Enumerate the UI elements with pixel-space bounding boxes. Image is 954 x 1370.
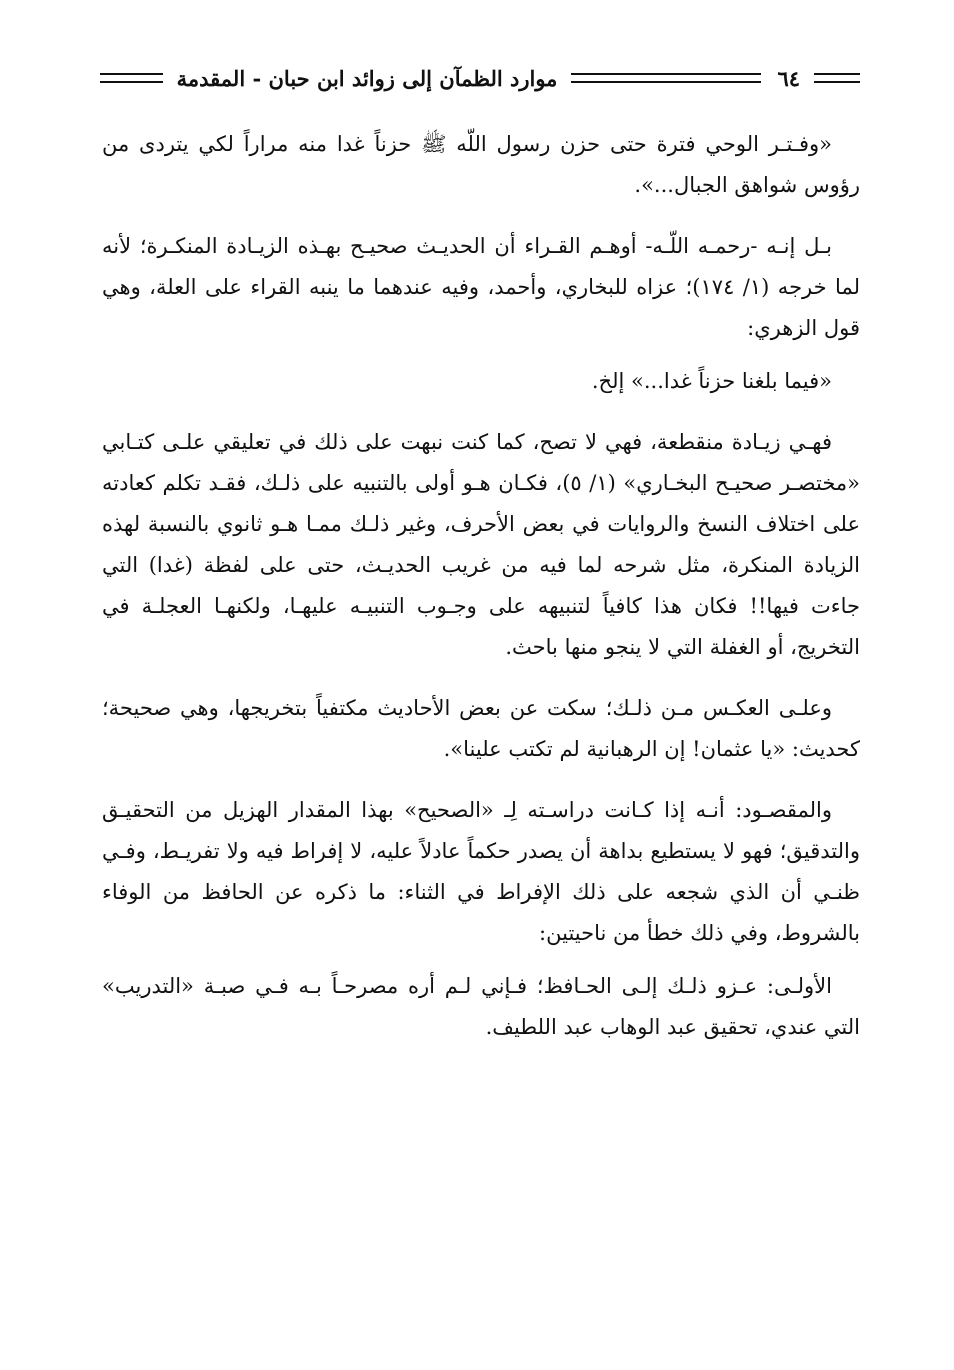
page-header bbox=[100, 60, 860, 96]
header-rule-left bbox=[100, 73, 163, 83]
paragraph-first-point: الأولـى: عـزو ذلـك إلـى الحـافظ؛ فـإني لـم أره مصرحـاً بـه فـي صبـة «التدريب» التي عندي، تحقيق عبد الوهاب عبد اللطيف. bbox=[102, 974, 860, 1039]
paragraph-misleading-readers: بـل إنـه -رحمـه اللّـه- أوهـم القـراء أن الحديـث صحيـح بهـذه الزيـادة المنكـرة؛ لأنه لما خرجه (١/ ١٧٤)؛ عزاه للبخاري، وأحمد، وفيه عندهما ما ينبه القراء على العلة، وهي قول الزهري: bbox=[102, 234, 860, 340]
paragraph-contrary-case: وعلـى العكـس مـن ذلـك؛ سكت عن بعض الأحاديث مكتفياً بتخريجها، وهي صحيحة؛ كحديث: «يا عثمان! إن الرهبانية لم تكتب علينا». bbox=[102, 696, 860, 761]
paragraph-purpose: والمقصـود: أنـه إذا كـانت دراسـته لِـ «الصحيح» بهذا المقدار الهزيل من التحقيـق والتدقيق؛ فهو لا يستطيع بداهة أن يصدر حكماً عادلاً عليه، لا إفراط فيه ولا تفريـط، وفـي ظنـي أن الذي شجعه على ذلك الإفراط في الثناء: ما ذكره عن الحافظ من الوفاء بالشروط، وفي ذلك خطأ من ناحيتين: bbox=[102, 798, 860, 945]
paragraph-quote-revelation: «وفـتـر الوحي فترة حتى حزن رسول اللّه ﷺ حزناً غدا منه مراراً لكي يتردى من رؤوس شواهق الجبال...». bbox=[102, 132, 860, 197]
paragraph-interrupted-addition: فهـي زيـادة منقطعة، فهي لا تصح، كما كنت نبهت على ذلك في تعليقي علـى كتـابي «مختصـر صحيـح البخـاري» (١/ ٥)، فكـان هـو أولى بالتنبيه على ذلـك، فقـد تكلم كعادته على اختلاف النسخ والروايات في بعض الأحرف، وغير ذلـك ممـا هـو ثانوي بالنسبة لهذه الزيادة المنكرة، مثل شرحه لما فيه من غريب الحديـث، حتى على لفظة (غدا) التي جاءت فيها!! فكان هذا كافياً لتنبيهه على وجـوب التنبيـه عليهـا، ولكنهـا العجلـة في التخريج، أو الغفلة التي لا ينجو منها باحث. bbox=[102, 430, 860, 659]
paragraph-zuhri-quote: «فيما بلغنا حزناً غدا...» إلخ. bbox=[591, 369, 832, 393]
page-number: ٦٤ bbox=[777, 65, 800, 91]
running-title: موارد الظمآن إلى زوائد ابن حبان - المقدمة bbox=[176, 65, 558, 91]
page-body bbox=[102, 124, 860, 1068]
header-rule-middle bbox=[571, 73, 761, 83]
header-rule-right bbox=[814, 73, 860, 83]
